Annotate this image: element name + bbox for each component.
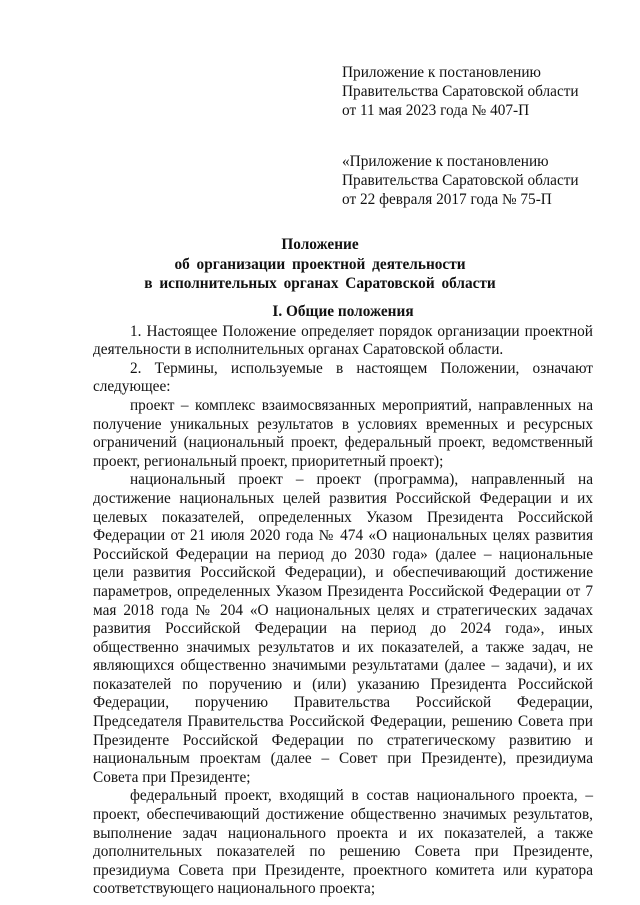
appendix-prior-line-3: от 22 февраля 2017 года № 75-П bbox=[342, 191, 552, 208]
appendix-prior-line-2: Правительства Саратовской области bbox=[342, 172, 579, 189]
paragraph-1: 1. Настоящее Положение определяет порядок организации проектной деятельности в исполнительных органах Саратовской области. bbox=[93, 322, 593, 359]
appendix-current-line-2: Правительства Саратовской области bbox=[342, 83, 579, 100]
section-heading: I. Общие положения bbox=[272, 303, 414, 320]
paragraph-2: 2. Термины, используемые в настоящем Положении, означают следующее: bbox=[93, 359, 593, 396]
appendix-prior-line-1: «Приложение к постановлению bbox=[342, 153, 549, 170]
appendix-header-current bbox=[342, 63, 622, 120]
title-line-1: Положение bbox=[281, 236, 359, 253]
definition-national-project: национальный проект – проект (программа), направленный на достижение национальных целей развития Российской Федерации и их целевых показателей, определенных Указом Президента Российской Федерации от 21 июля 2020 года № 474 «О национальных целях развития Российской Федерации на период до 2030 года» (далее – национальные цели развития Российской Федерации), и обеспечивающий достижение параметров, определенных Указом Президента Российской Федерации от 7 мая 2018 года № 204 «О национальных целях и стратегических задачах развития Российской Федерации на период до 2024 года», иных общественно значимых результатов и их показателей, а также задач, не являющихся общественно значимыми результатами (далее – задачи), и их показателей по поручению и (или) указанию Президента Российской Федерации, поручению Правительства Российской Федерации, Председателя Правительства Российской Федерации, решению Совета при Президенте Российской Федерации по стратегическому развитию и национальным проектам (далее – Совет при Президенте), президиума Совета при Президенте; bbox=[93, 471, 593, 786]
definition-federal-project: федеральный проект, входящий в состав национального проекта, – проект, обеспечивающий достижение общественно значимых результатов, выполнение задач национального проекта и их показателей, а также дополнительных показателей по решению Совета при Президенте, президиума Совета при Президенте, проектного комитета или куратора соответствующего национального проекта; bbox=[93, 787, 593, 898]
appendix-header-prior bbox=[342, 152, 622, 209]
title-line-2: об организации проектной деятельности bbox=[174, 255, 466, 273]
title-line-3: в исполнительных органах Саратовской области bbox=[144, 275, 496, 292]
definition-project: проект – комплекс взаимосвязанных мероприятий, направленных на получение уникальных результатов в условиях временных и ресурсных ограничений (национальный проект, федеральный проект, ведомственный проект, региональный проект, приоритетный проект); bbox=[93, 396, 593, 470]
document-title bbox=[0, 235, 640, 294]
document-body bbox=[93, 303, 593, 899]
appendix-current-line-1: Приложение к постановлению bbox=[342, 64, 541, 81]
appendix-current-line-3: от 11 мая 2023 года № 407-П bbox=[342, 102, 530, 119]
